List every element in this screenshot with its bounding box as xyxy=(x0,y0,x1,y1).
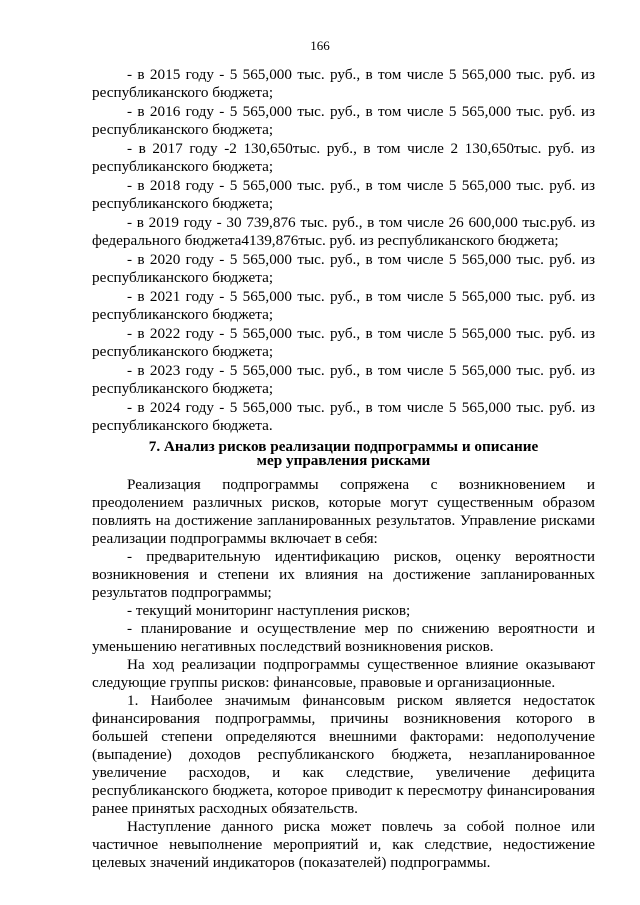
consequence-paragraph: Наступление данного риска может повлечь за собой полное или частичное невыполнение мероприятий и, как следствие, недостижение целевых значений индикаторов (показателей) подпрограммы. xyxy=(92,818,595,871)
risk-measure-item: - планирование и осуществление мер по снижению вероятности и уменьшению негативных последствий возникновения рисков. xyxy=(92,620,595,655)
risk-groups-paragraph: На ход реализации подпрограммы существенное влияние оказывают следующие группы рисков: финансовые, правовые и организационные. xyxy=(92,656,595,691)
funding-by-year-list xyxy=(92,66,595,435)
financial-risk-paragraph: 1. Наиболее значимым финансовым риском является недостаток финансирования подпрограммы, причины возникновения которого в большей степени определяются внешними факторами: недополучение (выпадение) доходов республиканского бюджета, незапланированное увеличение расходов, и как следствие, увеличение дефицита республиканского бюджета, которое приводит к пересмотру финансирования ранее принятых расходных обязательств. xyxy=(92,692,595,817)
risk-measure-item: - текущий мониторинг наступления рисков; xyxy=(127,602,411,619)
funding-item-2023: - в 2023 году - 5 565,000 тыс. руб., в том числе 5 565,000 тыс. руб. из республиканского бюджета; xyxy=(92,362,595,397)
funding-item-2022: - в 2022 году - 5 565,000 тыс. руб., в том числе 5 565,000 тыс. руб. из республиканского бюджета; xyxy=(92,325,595,360)
risk-analysis-section xyxy=(92,440,595,872)
funding-item-2021: - в 2021 году - 5 565,000 тыс. руб., в том числе 5 565,000 тыс. руб. из республиканского бюджета; xyxy=(92,288,595,323)
risk-measure-item: - предварительную идентификацию рисков, оценку вероятности возникновения и степени их влияния на достижение запланированных результатов подпрограммы; xyxy=(92,548,595,601)
funding-item-2015: - в 2015 году - 5 565,000 тыс. руб., в том числе 5 565,000 тыс. руб. из республиканского бюджета; xyxy=(92,66,595,101)
funding-item-2016: - в 2016 году - 5 565,000 тыс. руб., в том числе 5 565,000 тыс. руб. из республиканского бюджета; xyxy=(92,103,595,138)
funding-item-2017: - в 2017 году -2 130,650тыс. руб., в том числе 2 130,650тыс. руб. из республиканского бюджета; xyxy=(92,140,595,175)
funding-item-2019: - в 2019 году - 30 739,876 тыс. руб., в том числе 26 600,000 тыс.руб. из федерального бюджета4139,876тыс. руб. из республиканского бюджета; xyxy=(92,214,595,249)
intro-paragraph: Реализация подпрограммы сопряжена с возникновением и преодолением различных рисков, которые могут существенным образом повлиять на достижение запланированных результатов. Управление рисками реализации подпрограммы включает в себя: xyxy=(92,476,595,547)
section-title: 7. Анализ рисков реализации подпрограммы и описание мер управления рисками xyxy=(148,438,539,469)
funding-item-2018: - в 2018 году - 5 565,000 тыс. руб., в том числе 5 565,000 тыс. руб. из республиканского бюджета; xyxy=(92,177,595,212)
funding-item-2024: - в 2024 году - 5 565,000 тыс. руб., в том числе 5 565,000 тыс. руб. из республиканского бюджета. xyxy=(92,399,595,434)
page-number: 166 xyxy=(310,38,330,53)
funding-item-2020: - в 2020 году - 5 565,000 тыс. руб., в том числе 5 565,000 тыс. руб. из республиканского бюджета; xyxy=(92,251,595,286)
